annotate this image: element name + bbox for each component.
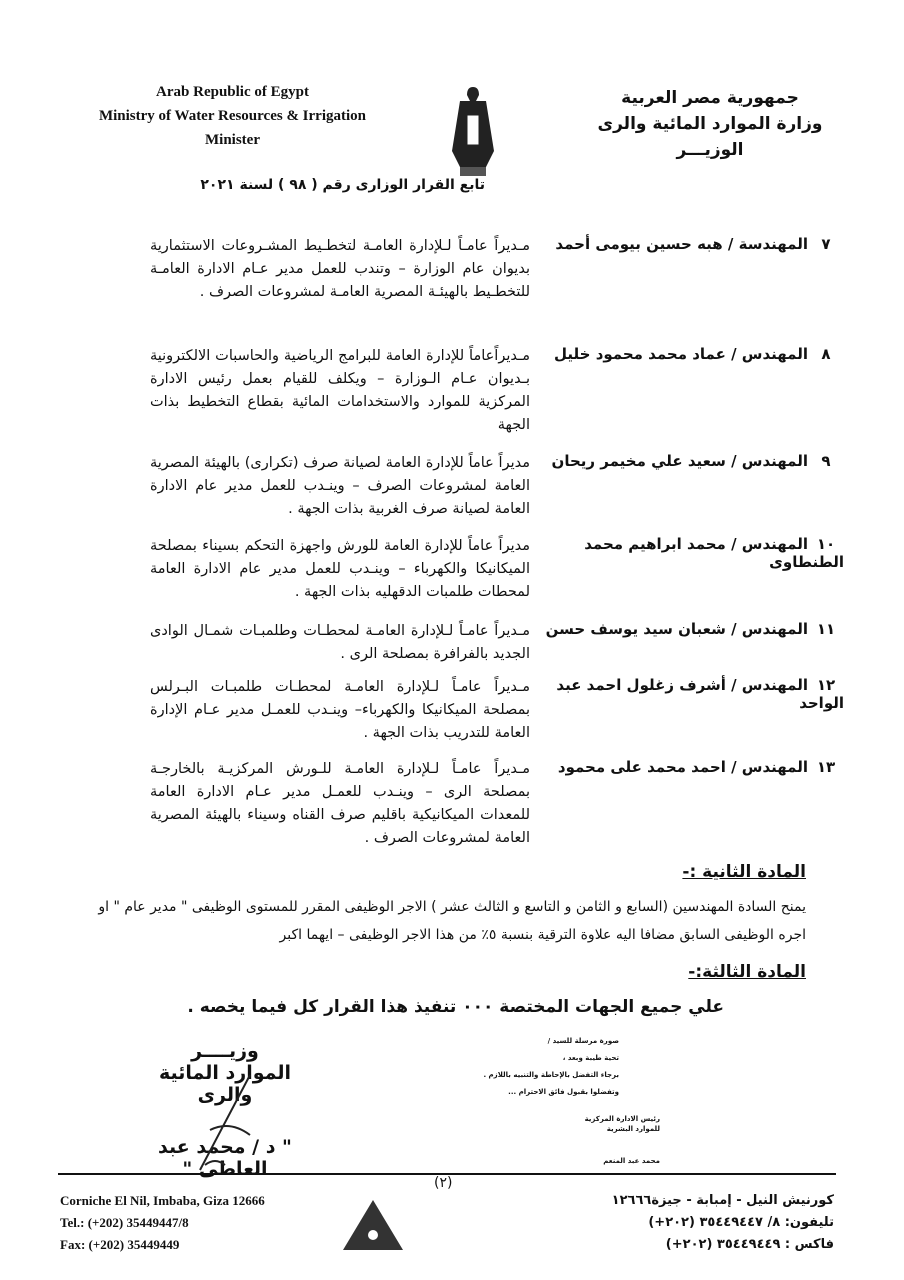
item-name: المهندس / احمد محمد على محمود <box>557 758 808 776</box>
item-number: ١٢ <box>816 676 836 694</box>
item-name: المهندس / عماد محمد محمود خليل <box>554 345 808 363</box>
list-item <box>544 620 844 638</box>
list-item <box>544 676 844 712</box>
article-2-title: المادة الثانية :- <box>682 862 806 882</box>
copy-note-line: صورة مرسلة للسيد / <box>547 1037 619 1045</box>
signer-title: رئيس الادارة المركزية <box>584 1115 660 1123</box>
footer-fax: Fax: (+202) 35449449 <box>60 1237 180 1252</box>
list-item <box>544 758 844 776</box>
header-ar-line: وزارة الموارد المائية والرى <box>597 114 823 134</box>
footer-tel: Tel.: (+202) 35449447/8 <box>60 1215 189 1230</box>
footer-address: Corniche El Nil, Imbaba, Giza 12666 <box>60 1193 265 1208</box>
item-description: مـديراً عامـاً لـلإدارة العامـة لمحطـات وطلمبـات شمـال الوادى الجديد بالفرافرة بمصلحة الرى . <box>150 623 530 662</box>
item-name: المهندس / شعبان سيد يوسف حسن <box>545 620 808 638</box>
footer-tel-ar: تليفون: ٨/ ٣٥٤٤٩٤٤٧ (٢٠٢+) <box>648 1215 834 1230</box>
ministry-logo-icon <box>338 1195 408 1255</box>
item-description: مديراً عاماً للإدارة العامة للورش واجهزة التحكم بسيناء بمصلحة الميكانيكا والكهرباء – وينـدب للعمل مدير عام الادارة العامة لمحطات طلمبات الدقهليه بذات الجهة . <box>150 538 530 600</box>
footer-fax-ar: فاكس : ٣٥٤٤٩٤٤٩ (٢٠٢+) <box>665 1237 834 1252</box>
header-en-line: Minister <box>205 132 260 148</box>
handwritten-signature-icon <box>180 1070 270 1180</box>
footer-address-ar: كورنيش النيل - إمبابة - جيزة١٢٦٦٦ <box>611 1193 834 1208</box>
item-name: المهندس / أشرف زغلول احمد عبد الواحد <box>556 676 844 712</box>
header-ar-line: الوزيـــر <box>676 140 744 160</box>
item-number: ٧ <box>821 235 831 253</box>
copy-note-line: وتفضلوا بقبول فائق الاحترام ... <box>508 1088 619 1096</box>
item-description: مديراً عاماً للإدارة العامة لصيانة صرف (تكرارى) بالهيئة المصرية العامة لمشروعات الصرف – وينـدب للعمل مدير عام الادارة العامة لصيانة صرف الغربية بذات الجهة . <box>150 455 530 517</box>
signature-title: وزيــــر <box>191 1040 259 1062</box>
copy-note <box>419 1033 619 1101</box>
item-description: مـديراً عامـاً لـلإدارة العامـة لمحطـات طلمبـات البـرلس بمصلحة الميكانيكا والكهرباء– وينـدب للعمـل مدير عـام الإدارة العامة للتدريب بذات الجهة . <box>150 679 530 741</box>
eagle-emblem-icon <box>448 85 498 180</box>
page-number: (٢) <box>434 1175 453 1191</box>
footer-english <box>60 1190 265 1256</box>
header-en-line: Ministry of Water Resources & Irrigation <box>98 108 367 124</box>
copy-note-line: برجاء التفضل بالإحاطة والتنبيه باللازم . <box>483 1071 619 1079</box>
copy-signer <box>580 1114 660 1166</box>
item-name: المهندسة / هبه حسين بيومى أحمد <box>555 235 808 253</box>
header-ar-line: جمهورية مصر العربية <box>621 88 799 108</box>
item-number: ١١ <box>816 620 836 638</box>
signature-ministry: الموارد المائية والرى <box>158 1062 292 1106</box>
item-number: ١٠ <box>816 535 836 553</box>
signer-dept: للموارد البشرية <box>606 1125 660 1133</box>
signature-name: " د / محمد عبد العاطى " <box>158 1136 292 1180</box>
item-number: ٩ <box>821 452 831 470</box>
list-item <box>544 345 844 363</box>
article-3-title: المادة الثالثة:- <box>688 962 806 982</box>
item-description: مـديراًعاماً للإدارة العامة للبرامج الرياضية والحاسبات الالكترونية بـديوان عـام الـوزارة – ويكلف للقيام بعمل رئيس الادارة المركزية للموارد والاستخدامات المائية بقطاع التخطيط بذات الجهة <box>150 348 530 433</box>
list-item <box>544 535 844 571</box>
signer-name: محمد عبد المنعم <box>603 1157 660 1165</box>
copy-note-line: تحية طيبة وبعد ، <box>562 1054 619 1062</box>
decree-reference: تابع القرار الوزارى رقم ( ٩٨ ) لسنة ٢٠٢١ <box>200 177 485 193</box>
item-name: المهندس / محمد ابراهيم محمد الطنطاوى <box>584 535 844 571</box>
item-description: مـديراً عامـاً لـلإدارة العامـة لتخطـيط المشـروعات الاستثمارية بديوان عام الوزارة – وتندب للعمل مدير عـام الادارة العامـة للتخطـيط بالهيئـة المصرية العامـة لمشروعات الصرف . <box>150 238 530 300</box>
header-arabic <box>590 85 830 163</box>
article-2-text: يمنح السادة المهندسين (السابع و الثامن و التاسع و الثالث عشر ) الاجر الوظيفى المقرر للمستوى الوظيفى " مدير عام " او اجره الوظيفى السابق مضافا اليه علاوة الترقية بنسبة ٥٪ من هذا الاجر الوظيفى – ايهما اكبر <box>98 899 806 943</box>
list-item <box>544 452 844 470</box>
article-3-text: علي جميع الجهات المختصة ٠٠٠ تنفيذ هذا القرار كل فيما يخصه . <box>187 997 724 1017</box>
item-number: ٨ <box>821 345 831 363</box>
item-description: مـديراً عامـاً لـلإدارة العامـة للـورش المركزيـة بالخارجـة بمصلحة الرى – وينـدب للعمـل مدير عـام الادارة العامة للمعدات الميكانيكية باقليم صرف القناه وسيناء بالهيئة المصرية العامة لمشروعات الصرف . <box>150 761 530 846</box>
item-number: ١٣ <box>816 758 836 776</box>
footer-arabic <box>612 1190 834 1256</box>
header-en-line: Arab Republic of Egypt <box>156 84 309 100</box>
item-name: المهندس / سعيد علي مخيمر ريحان <box>551 452 808 470</box>
header-english <box>80 80 385 152</box>
list-item <box>544 235 844 253</box>
